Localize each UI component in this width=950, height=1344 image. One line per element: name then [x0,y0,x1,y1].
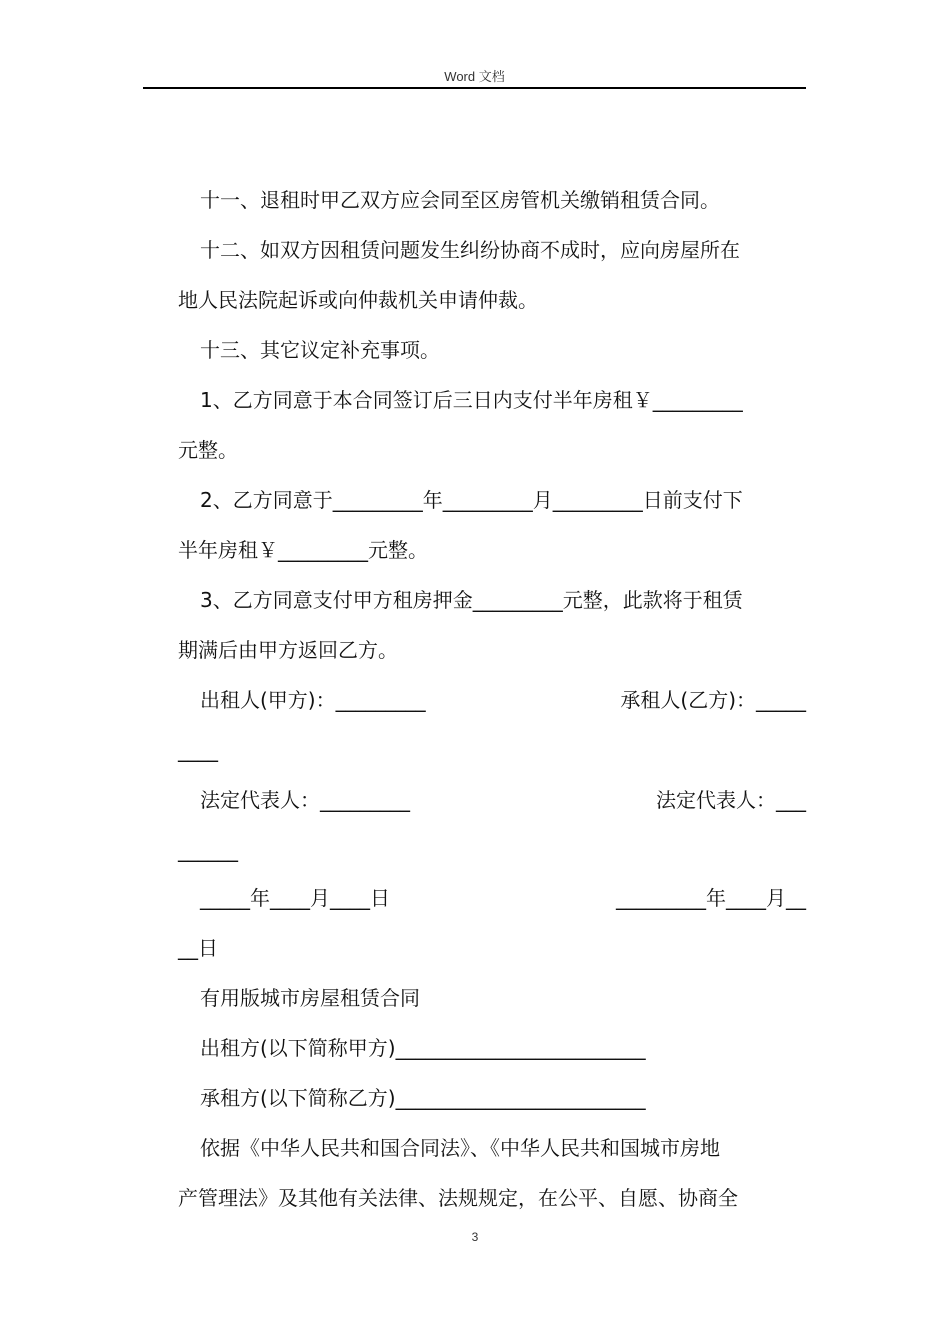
item-2-cont: 半年房租￥_________元整。 [178,538,428,562]
lessee-signature-cont: ____ [178,738,218,762]
clause-11: 十一、退租时甲乙双方应会同至区房管机关缴销租赁合同。 [200,188,720,212]
lessor-signature: 出租人(甲方)：_________ [200,688,426,712]
rep-right: 法定代表人：___ [656,788,806,812]
item-2: 2、乙方同意于_________年_________月_________日前支付下 [200,488,743,512]
lessee-signature: 承租人(乙方)：_____ [620,688,806,712]
contract-title: 有用版城市房屋租赁合同 [200,986,420,1010]
preamble-line-2: 产管理法》及其他有关法律、法规规定，在公平、自愿、协商全 [178,1186,738,1210]
page-header: Word 文档 [444,69,505,84]
date-right-cont: __日 [178,936,218,960]
clause-12: 十二、如双方因租赁问题发生纠纷协商不成时，应向房屋所在 [200,238,740,262]
clause-13: 十三、其它议定补充事项。 [200,338,440,362]
item-1: 1、乙方同意于本合同签订后三日内支付半年房租￥_________ [200,388,743,412]
item-1-cont: 元整。 [178,438,238,462]
header-rule [143,87,806,89]
date-left: _____年____月____日 [200,886,390,910]
rep-right-cont: ______ [178,838,238,862]
rep-left: 法定代表人：_________ [200,788,410,812]
party-lessor: 出租方(以下简称甲方)_________________________ [200,1036,646,1060]
date-right: _________年____月__ [616,886,806,910]
item-3: 3、乙方同意支付甲方租房押金_________元整，此款将于租赁 [200,588,743,612]
party-lessee: 承租方(以下简称乙方)_________________________ [200,1086,646,1110]
page-number: 3 [471,1230,479,1244]
clause-12-cont: 地人民法院起诉或向仲裁机关申请仲裁。 [178,288,538,312]
item-3-cont: 期满后由甲方返回乙方。 [178,638,398,662]
preamble-line-1: 依据《中华人民共和国合同法》、《中华人民共和国城市房地 [200,1136,720,1160]
